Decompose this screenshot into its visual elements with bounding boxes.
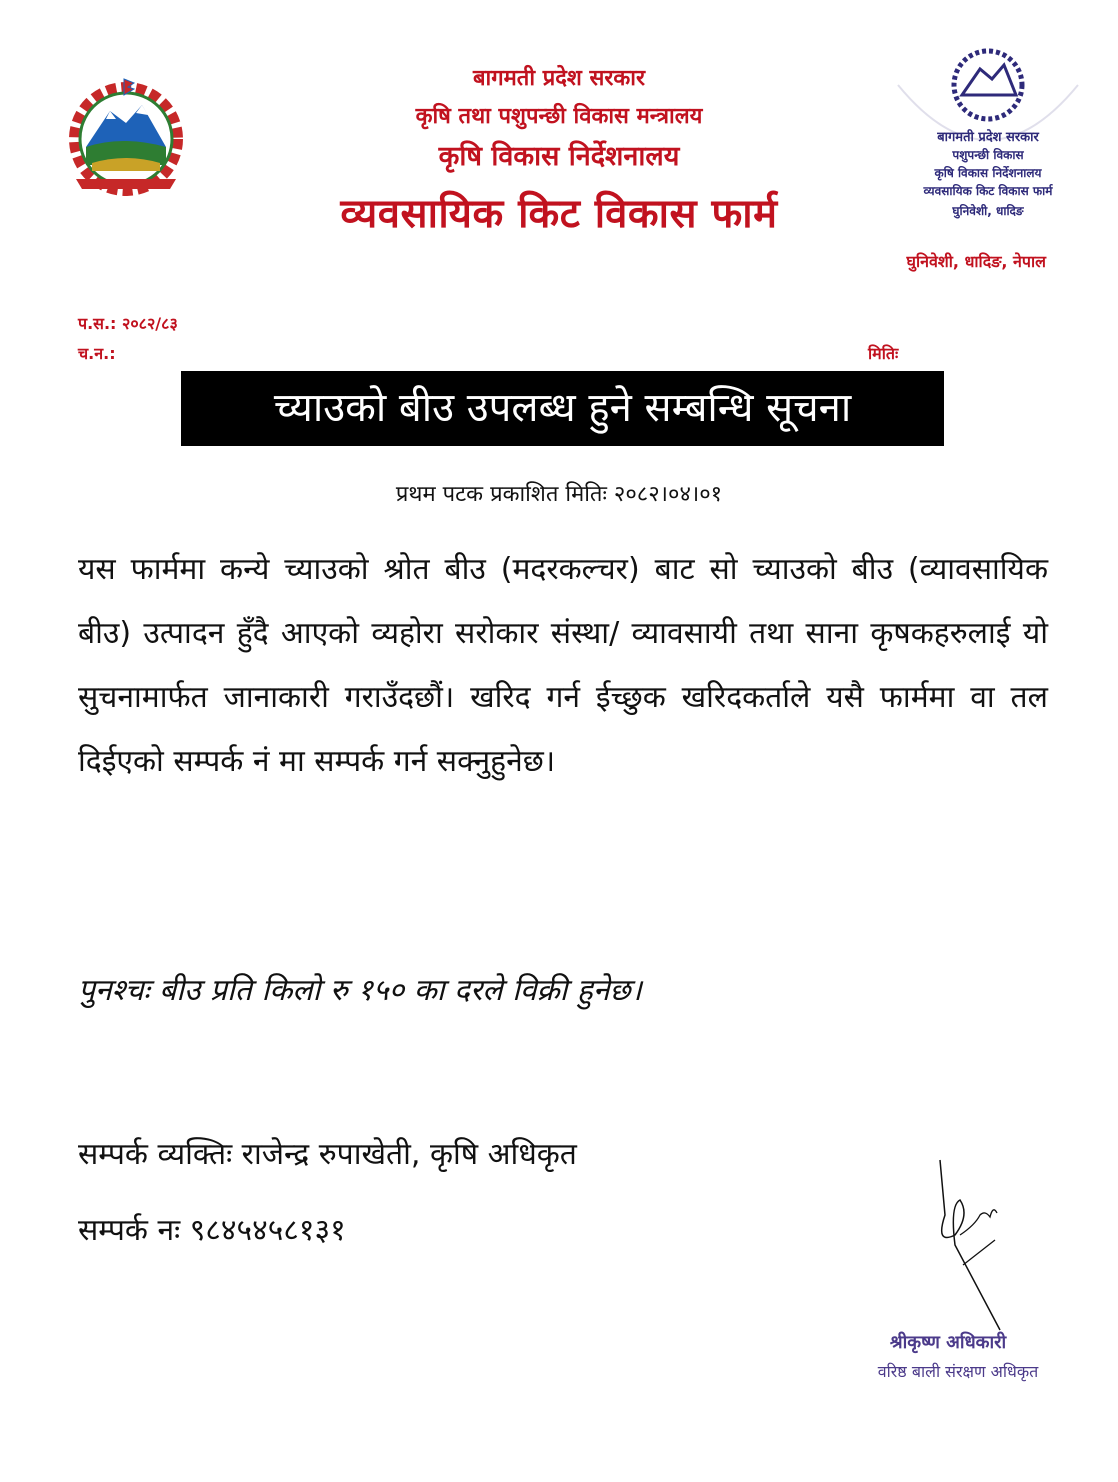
header-province: बागमती प्रदेश सरकार	[473, 66, 645, 91]
notice-title: च्याउको बीउ उपलब्ध हुने सम्बन्धि सूचना	[181, 371, 944, 446]
postscript-price: पुनश्चः बीउ प्रति किलो रु १५० का दरले विक्री हुनेछ।	[78, 973, 642, 1008]
header-farm-name: व्यवसायिक किट विकास फार्म	[340, 191, 778, 237]
reference-number: प.स.: २०८२/८३	[78, 314, 178, 333]
contact-number: सम्पर्क नः ९८४५४५८१३१	[78, 1213, 346, 1248]
header-directorate: कृषि विकास निर्देशनालय	[438, 141, 680, 172]
svg-text:कृषि विकास निर्देशनालय: कृषि विकास निर्देशनालय	[934, 166, 1042, 180]
published-date: प्रथम पटक प्रकाशित मितिः २०८२।०४।०१	[395, 482, 723, 507]
svg-text:बागमती प्रदेश सरकार: बागमती प्रदेश सरकार	[937, 130, 1039, 145]
header-ministry: कृषि तथा पशुपन्छी विकास मन्त्रालय	[415, 104, 703, 129]
signatory-name: श्रीकृष्ण अधिकारी	[889, 1332, 1007, 1353]
contact-person: सम्पर्क व्यक्तिः राजेन्द्र रुपाखेती, कृषि अधिकृत	[78, 1137, 577, 1172]
svg-text:व्यवसायिक किट विकास फार्म: व्यवसायिक किट विकास फार्म	[923, 184, 1053, 198]
svg-text:पशुपन्छी विकास: पशुपन्छी विकास	[952, 148, 1024, 162]
header-location: घुनिवेशी, धादिङ, नेपाल	[906, 252, 1046, 271]
notice-body: यस फार्ममा कन्ये च्याउको श्रोत बीउ (मदरकल्चर) बाट सो च्याउको बीउ (व्यावसायिक बीउ) उत्पादन हुँदै आएको व्यहोरा सरोकार संस्था/ व्यावसायी तथा साना कृषकहरुलाई यो सुचनामार्फत जानाकारी गराउँदछौं। खरिद गर्न ईच्छुक खरिदकर्ताले यसै फार्ममा वा तल दिईएको सम्पर्क नं मा सम्पर्क गर्न सक्नुहुनेछ।	[78, 552, 1048, 779]
svg-text:घुनिवेशी, धादिङ: घुनिवेशी, धादिङ	[952, 204, 1024, 218]
signature-icon	[925, 1155, 1025, 1335]
date-label: मितिः	[868, 344, 899, 363]
dispatch-number: च.न.:	[78, 344, 116, 363]
signatory-designation: वरिष्ठ बाली संरक्षण अधिकृत	[877, 1362, 1039, 1381]
